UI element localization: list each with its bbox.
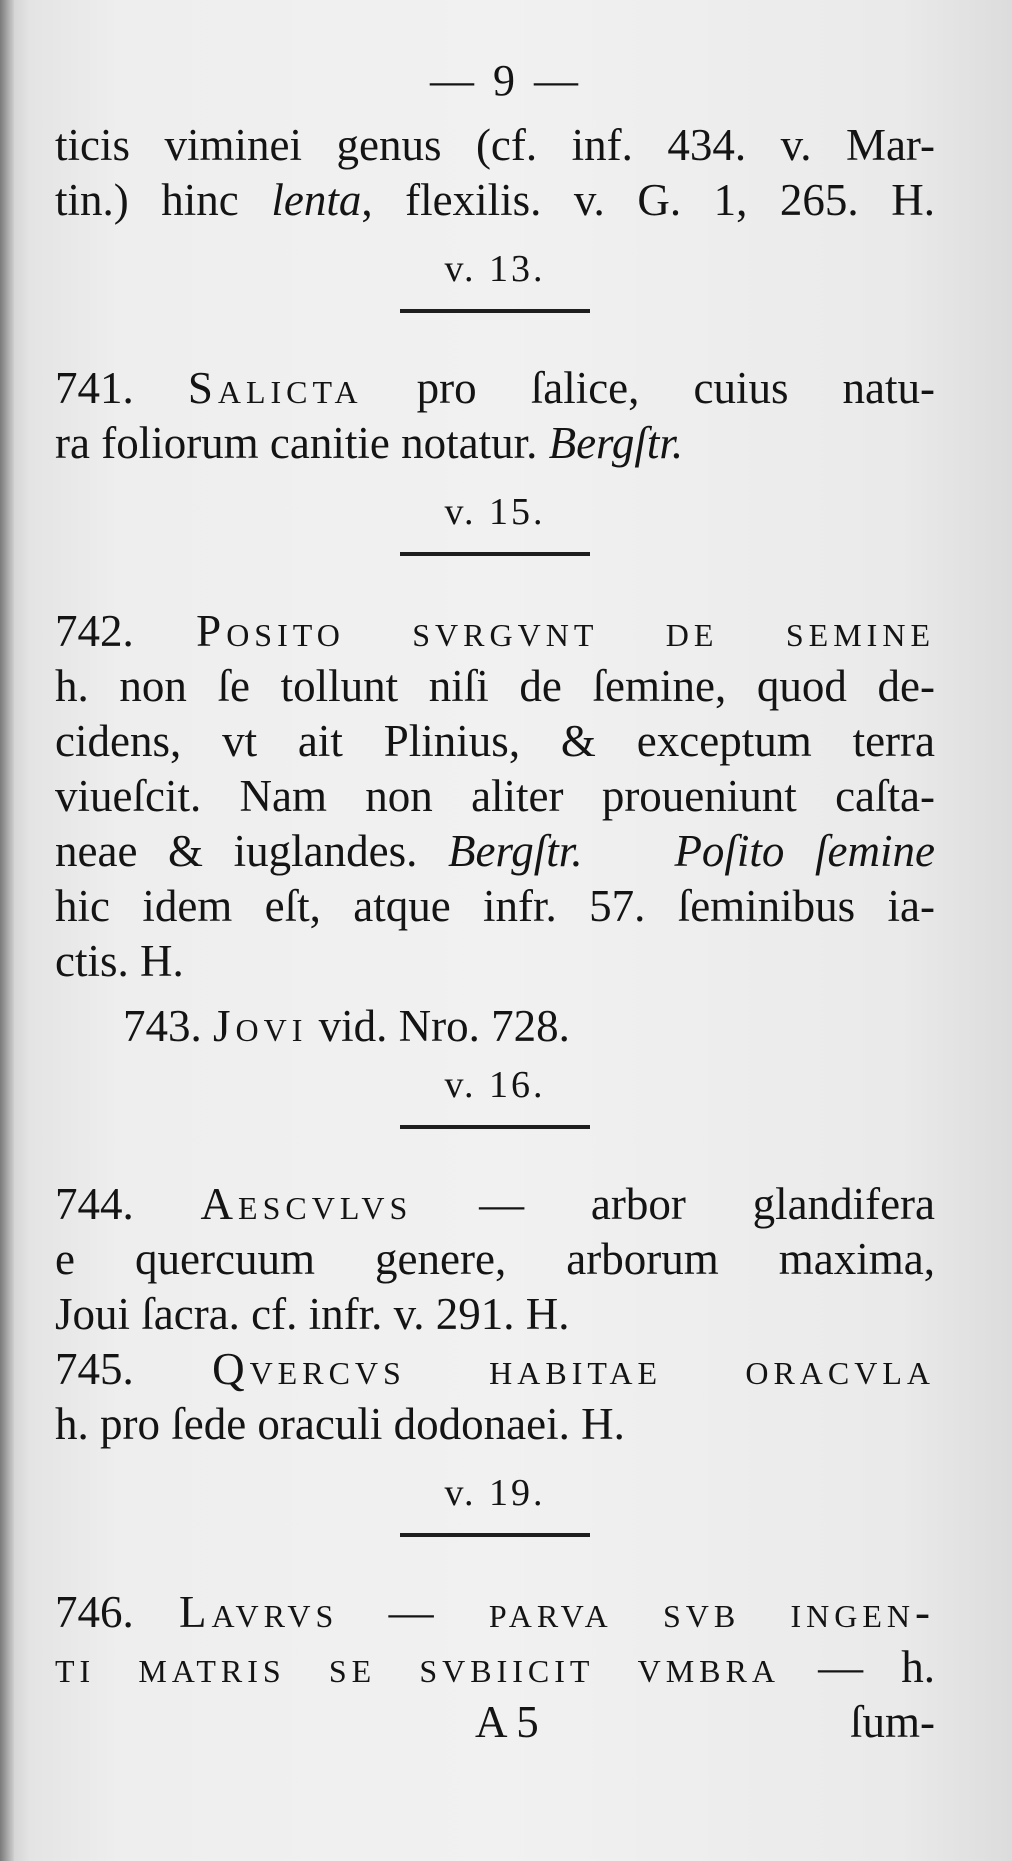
text-line: hic idem eſt, atque infr. 57. ſeminibus ia- [55, 881, 935, 931]
signature-mark: A 5 [475, 1697, 539, 1747]
text-line: cidens, vt ait Plinius, & exceptum terra [55, 716, 935, 766]
page-body [55, 118, 935, 1750]
note-745: 745. Qvercvs habitae oracvla [55, 1344, 936, 1394]
text-line: ra foliorum canitie notatur. Bergſtr. [55, 418, 684, 468]
page-number-header: — 9 — [430, 56, 582, 105]
section-rule [400, 309, 590, 313]
text-line: e quercuum genere, arborum maxima, [55, 1234, 935, 1284]
verse-heading: v. 16. [444, 1064, 546, 1106]
section-rule [400, 552, 590, 556]
text-line: ticis viminei genus (cf. inf. 434. v. Mar- [55, 120, 935, 170]
note-741: 741. Salicta pro ſalice, cuius natu- [55, 363, 935, 413]
note-746: 746. Lavrvs — parva svb ingen- [55, 1587, 935, 1637]
text-line: h. non ſe tollunt niſi de ſemine, quod de- [55, 661, 935, 711]
text-line: ti matris se svbiicit vmbra — h. [55, 1642, 936, 1692]
text-line: neae & iuglandes. Bergſtr. Poſito ſemine [55, 826, 935, 876]
verse-heading: v. 13. [444, 248, 546, 290]
text-line: viueſcit. Nam non aliter proueniunt caſta- [55, 771, 935, 821]
text-line: ctis. H. [55, 936, 184, 986]
catchword: ſum- [850, 1697, 935, 1747]
text-line: Joui ſacra. cf. infr. v. 291. H. [55, 1289, 570, 1339]
page-footer [55, 1695, 935, 1750]
section-rule [400, 1533, 590, 1537]
verse-heading: v. 15. [444, 491, 546, 533]
text-line: tin.) hinc lenta, flexilis. v. G. 1, 265. H. [55, 175, 935, 225]
text-line: h. pro ſede oraculi dodonaei. H. [55, 1399, 625, 1449]
page-edge-shadow [0, 0, 14, 1861]
note-742: 742. Posito svrgvnt de semine [55, 606, 935, 656]
note-744: 744. Aescvlvs — arbor glandifera [55, 1179, 936, 1229]
verse-heading: v. 19. [444, 1472, 546, 1514]
note-743: 743. Jovi vid. Nro. 728. [123, 1001, 570, 1051]
section-rule [400, 1125, 590, 1129]
